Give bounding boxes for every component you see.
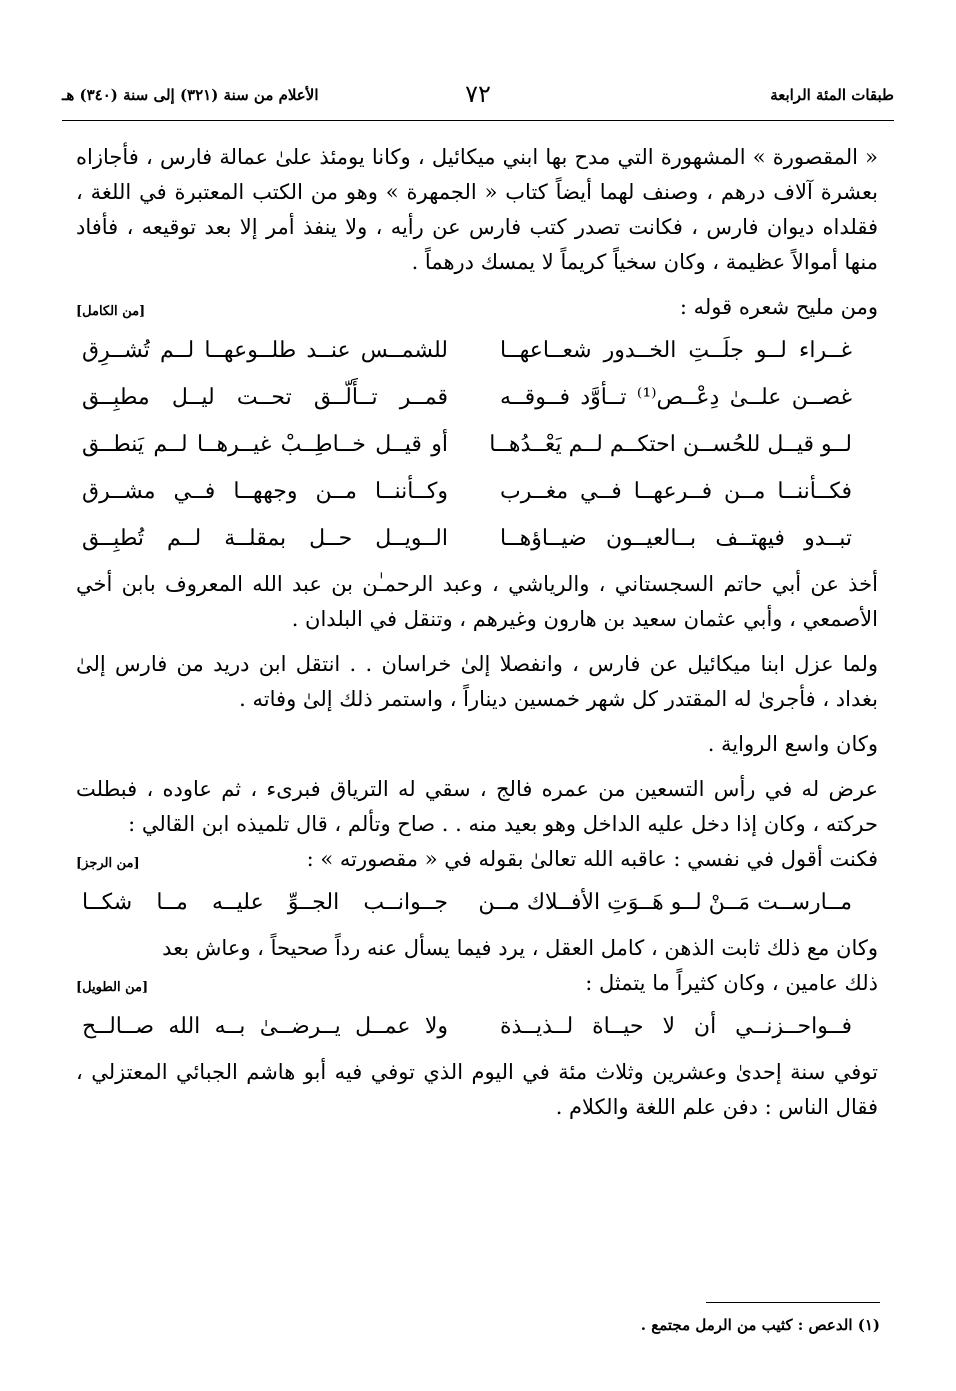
footnote: (١) الدعص : كثيب من الرمل مجتمع . xyxy=(640,1316,880,1334)
first-hemistich: فكــأننــا مــن فــرعهــا فــي مغــرب xyxy=(500,479,852,504)
verse-line xyxy=(76,332,878,379)
second-hemistich: الــويــل حــل بمقلــة لــم تُطبِــق xyxy=(82,526,448,551)
paragraph: ولما عزل ابنا ميكائيل عن فارس ، وانفصلا إلىٰ خراسان . . انتقل ابن دريد من فارس إلىٰ بغداد ، فأجرىٰ له المقتدر كل شهر خمسين ديناراً ، واستمر ذلك إلىٰ وفاته . xyxy=(76,652,878,711)
intro-text: ومن مليح شعره قوله : xyxy=(679,295,878,319)
running-header xyxy=(62,80,894,112)
first-hemistich: لــو قيــل للحُســن احتكــم لــم يَعْــدُهــا xyxy=(489,432,852,457)
paragraph: وكان مع ذلك ثابت الذهن ، كامل العقل ، يرد فيما يسأل عنه رداً صحيحاً ، وعاش بعد xyxy=(162,936,878,960)
first-hemistich: مــارســت مَــنْ لــو هَــوَتِ الأفــلاك مــن xyxy=(478,890,852,915)
verse-intro xyxy=(76,966,878,1004)
paragraph: أخذ عن أبي حاتم السجستاني ، والرياشي ، وعبد الرحمـٰن بن عبد الله المعروف بابن أخي الأصمعي ، وأبي عثمان سعيد بن هارون وغيرهم ، وتنقل في البلدان . xyxy=(76,572,878,631)
intro-text: فكنت أقول في نفسي : عاقبه الله تعالىٰ بقوله في « مقصورته » : xyxy=(306,847,878,871)
first-hemistich: غصــن علــىٰ دِعْــص⁽¹⁾ تــأوَّد فــوقــه xyxy=(500,385,852,410)
verse-intro xyxy=(76,290,878,328)
second-hemistich: أو قيــل خــاطِــبْ غيــرهــا لــم يَنطــق xyxy=(82,432,448,457)
second-hemistich: جــوانــب الجــوِّ عليــه مــا شكــا xyxy=(82,890,448,915)
paragraph: وكان واسع الرواية . xyxy=(707,732,878,756)
second-hemistich: للشمــس عنــد طلــوعهــا لــم تُشــرِق xyxy=(82,338,448,363)
first-hemistich: تبــدو فيهتــف بــالعيــون ضيــاؤهــا xyxy=(500,526,852,551)
first-hemistich: غــراء لــو جلَــتِ الخــدور شعــاعهــا xyxy=(500,338,852,363)
section-title: الأعلام من سنة (٣٢١) إلى سنة (٣٤٠) هـ xyxy=(62,86,319,104)
verse-line xyxy=(76,1008,878,1055)
meter-label: [من الطويل] xyxy=(76,980,149,995)
second-hemistich: وكــأننــا مــن وجههــا فــي مشــرق xyxy=(82,479,448,504)
paragraph: عرض له في رأس التسعين من عمره فالج ، سقي له الترياق فبرىء ، ثم عاوده ، فبطلت حركته ، وكان إذا دخل عليه الداخل وهو بعيد منه . . صاح وتألم ، قال تلميذه ابن القالي : xyxy=(76,777,878,836)
meter-label: [من الرجز] xyxy=(76,856,140,871)
verse-line xyxy=(76,473,878,520)
header-rule xyxy=(62,120,894,121)
verse-line xyxy=(76,884,878,931)
second-hemistich: ولا عمــل يــرضــىٰ بــه الله صــالــح xyxy=(82,1014,448,1039)
first-hemistich: فــواحــزنــي أن لا حيــاة لــذيــذة xyxy=(500,1014,852,1039)
paragraph: « المقصورة » المشهورة التي مدح بها ابني ميكائيل ، وكانا يومئذ علىٰ عمالة فارس ، فأجازاه بعشرة آلاف درهم ، وصنف لهما أيضاً كتاب « الجمهرة » وهو من الكتب المعتبرة في اللغة ، فقلداه ديوان فارس ، فكانت تصدر كتب فارس عن رأيه ، ولا ينفذ أمر إلا بعد توقيعه ، فأفاد منها أموالاً عظيمة ، وكان سخياً كريماً لا يمسك درهماً . xyxy=(76,145,878,274)
poem xyxy=(76,1008,878,1055)
verse-line xyxy=(76,520,878,567)
verse-intro xyxy=(76,842,878,880)
meter-label: [من الكامل] xyxy=(76,304,146,319)
book-title: طبقات المئة الرابعة xyxy=(770,86,894,104)
page-body xyxy=(76,140,878,1135)
page-number: ٧٢ xyxy=(465,80,491,108)
footnote-rule xyxy=(706,1302,880,1303)
verse-line xyxy=(76,426,878,473)
verse-line xyxy=(76,379,878,426)
paragraph: توفي سنة إحدىٰ وعشرين وثلاث مئة في اليوم الذي توفي فيه أبو هاشم الجبائي المعتزلي ، فقال الناس : دفن علم اللغة والكلام . xyxy=(76,1060,878,1119)
second-hemistich: قمــر تــأَلّــق تحــت ليــل مطبِــق xyxy=(82,385,448,410)
poem xyxy=(76,332,878,567)
intro-text: ذلك عامين ، وكان كثيراً ما يتمثل : xyxy=(585,971,878,995)
poem xyxy=(76,884,878,931)
